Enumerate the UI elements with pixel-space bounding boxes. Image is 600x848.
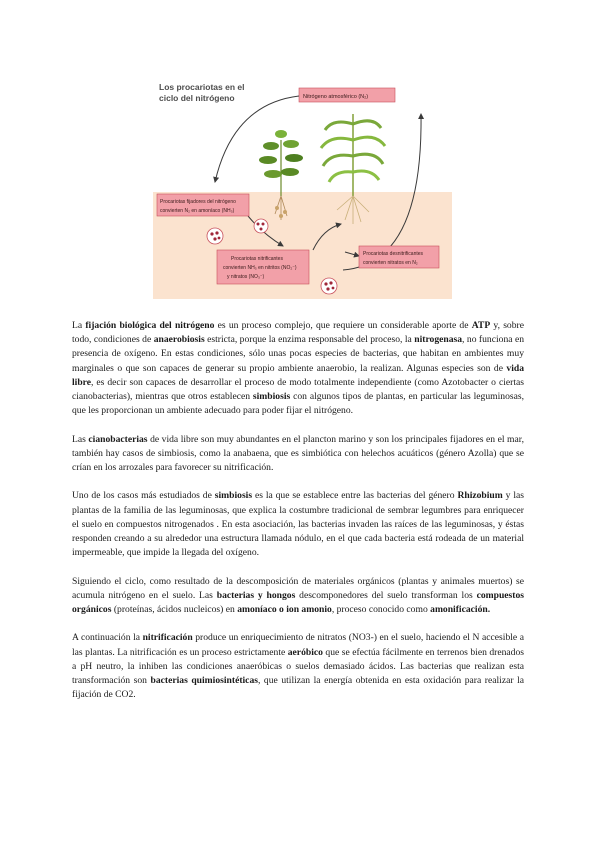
- bold-term: nitrificación: [142, 632, 193, 644]
- bold-term: anaerobiosis: [153, 334, 205, 346]
- text-run: es un proceso complejo, que requiere un considerable aporte de: [214, 320, 472, 331]
- bold-term: bacterias y hongos: [216, 589, 296, 601]
- text-run: (proteínas, ácidos nucleicos) en: [111, 604, 238, 616]
- bacteria-illustration-middle: [254, 219, 268, 233]
- text-run: Uno de los casos más estudiados de: [72, 490, 215, 502]
- bold-term: nitrogenasa: [414, 334, 463, 346]
- bold-term: cianobacterias: [88, 433, 148, 445]
- bold-term: fijación biológica del nitrógeno: [85, 320, 215, 331]
- text-run: A continuación la: [72, 632, 143, 644]
- nitrogen-cycle-diagram: [153, 74, 452, 299]
- bold-term: bacterias quimiosintéticas: [150, 675, 258, 687]
- bold-term: ATP: [471, 320, 491, 331]
- text-run: La: [72, 320, 86, 331]
- text-run: que se efectúa fácilmente en terrenos bien drenados a pH neutro, la inhiben las condiciones anaeróbicas o suelos demasiado ácidos. Las bacterias que realizan esta transformación son: [72, 646, 524, 687]
- text-run: con algunos tipos de plantas, en particular las leguminosas, que les proporcionan un ambiente adecuado para poder fijar el nitrógeno.: [72, 391, 524, 417]
- bold-term: amoníaco o ion amonio: [237, 604, 332, 616]
- bold-term: amonificación.: [430, 604, 491, 616]
- para-amonificacion: [72, 575, 524, 618]
- text-run: estricta, porque la enzima responsable del proceso, la: [204, 334, 415, 346]
- bacteria-illustration-left: [207, 228, 223, 244]
- bold-term: Rhizobium: [457, 490, 503, 502]
- text-run: produce un enriquecimiento de nitratos (NO3-) en el suelo, haciendo el N accesible a las plantas. La nitrificación es un proceso estrictamente: [72, 632, 524, 658]
- text-run: Siguiendo el ciclo, como resultado de la descomposición de materiales orgánicos (plantas y animales muertos) se acumula nitrógeno en el suelo. Las: [72, 575, 524, 601]
- text-run: y las plantas de la familia de las leguminosas, que explica la costumbre tradicional de sembrar legumbres para enriquecer el suelo en compuestos nitrogenados . En esta asociación, las bacterias invaden las raíces de las leguminosas, y éstas responden creando a su alrededor una estructura llamada nódulo, en el que cada bacteria está rodeada de un material impermeable, que impide la llegada del oxígeno.: [72, 490, 524, 559]
- figure-title-line1: Los procariotas en el: [159, 82, 245, 92]
- figure-title-line2: ciclo del nitrógeno: [159, 93, 235, 103]
- text-run: , es decir son capaces de desarrollar el proceso de modo totalmente independiente (como Azotobacter o ciertas cianobacterias), mientras que otros establecen: [72, 376, 524, 403]
- text-run: descomponedores del suelo transforman los: [295, 589, 477, 601]
- text-run: de vida libre son muy abundantes en el plancton marino y son los principales fijadores en el mar, también hay casos de simbiosis, como la anabaena, que es simbiótica con helechos acuáticos (género Azolla) que se crían en los arrozales para favorecer su nitrificación.: [72, 433, 524, 474]
- bold-term: vida libre: [72, 362, 524, 388]
- text-run: , proceso conocido como: [331, 604, 431, 616]
- bold-term: simbiosis: [252, 391, 291, 403]
- text-run: Las: [72, 433, 89, 445]
- para-fijacion: [72, 319, 524, 418]
- nitrogen-cycle-figure: [153, 74, 452, 299]
- bold-term: simbiosis: [214, 490, 253, 502]
- nitrifiers-label-line1: Procariotas nitrificantes: [231, 256, 283, 262]
- atmospheric-nitrogen-label: Nitrógeno atmosférico (N₂): [303, 94, 369, 100]
- fixers-label-line2: convierten N₂ en amoníaco (NH₃): [160, 208, 235, 214]
- text-run: es la que se establece entre las bacterias del género: [252, 490, 458, 502]
- denitrifiers-label-line1: Procariotas desnitrificantes: [363, 251, 424, 257]
- text-run: , no funciona en presencia de oxígeno. En estas condiciones, sólo unas pocas especies de bacterias, que habitan en ambientes muy marginales o que son capaces de generar su propio ambiente anaerobio, la realizan. Algunas especies son de: [72, 334, 525, 374]
- bacteria-illustration-right: [321, 278, 337, 294]
- bold-term: aeróbico: [287, 646, 323, 658]
- bold-term: compuestos orgánicos: [72, 589, 525, 616]
- para-rhizobium: [72, 489, 524, 560]
- fixers-label-line1: Procariotas fijadores del nitrógeno: [160, 199, 236, 205]
- para-nitrificacion: [72, 631, 524, 702]
- denitrifiers-label-line2: convierten nitratos en N₂: [363, 260, 418, 266]
- nitrifiers-label-line3: y nitratos (NO₃⁻): [227, 274, 265, 280]
- text-run: , que utilizan la energía obtenida en esta oxidación para realizar la fijación de CO2.: [72, 675, 525, 701]
- nitrifiers-label-line2: convierten NH₃ en nitritos (NO₂⁻): [223, 265, 297, 271]
- para-cianobacterias: [72, 433, 524, 476]
- document-body: [72, 319, 524, 717]
- text-run: y, sobre todo, condiciones de: [72, 320, 524, 346]
